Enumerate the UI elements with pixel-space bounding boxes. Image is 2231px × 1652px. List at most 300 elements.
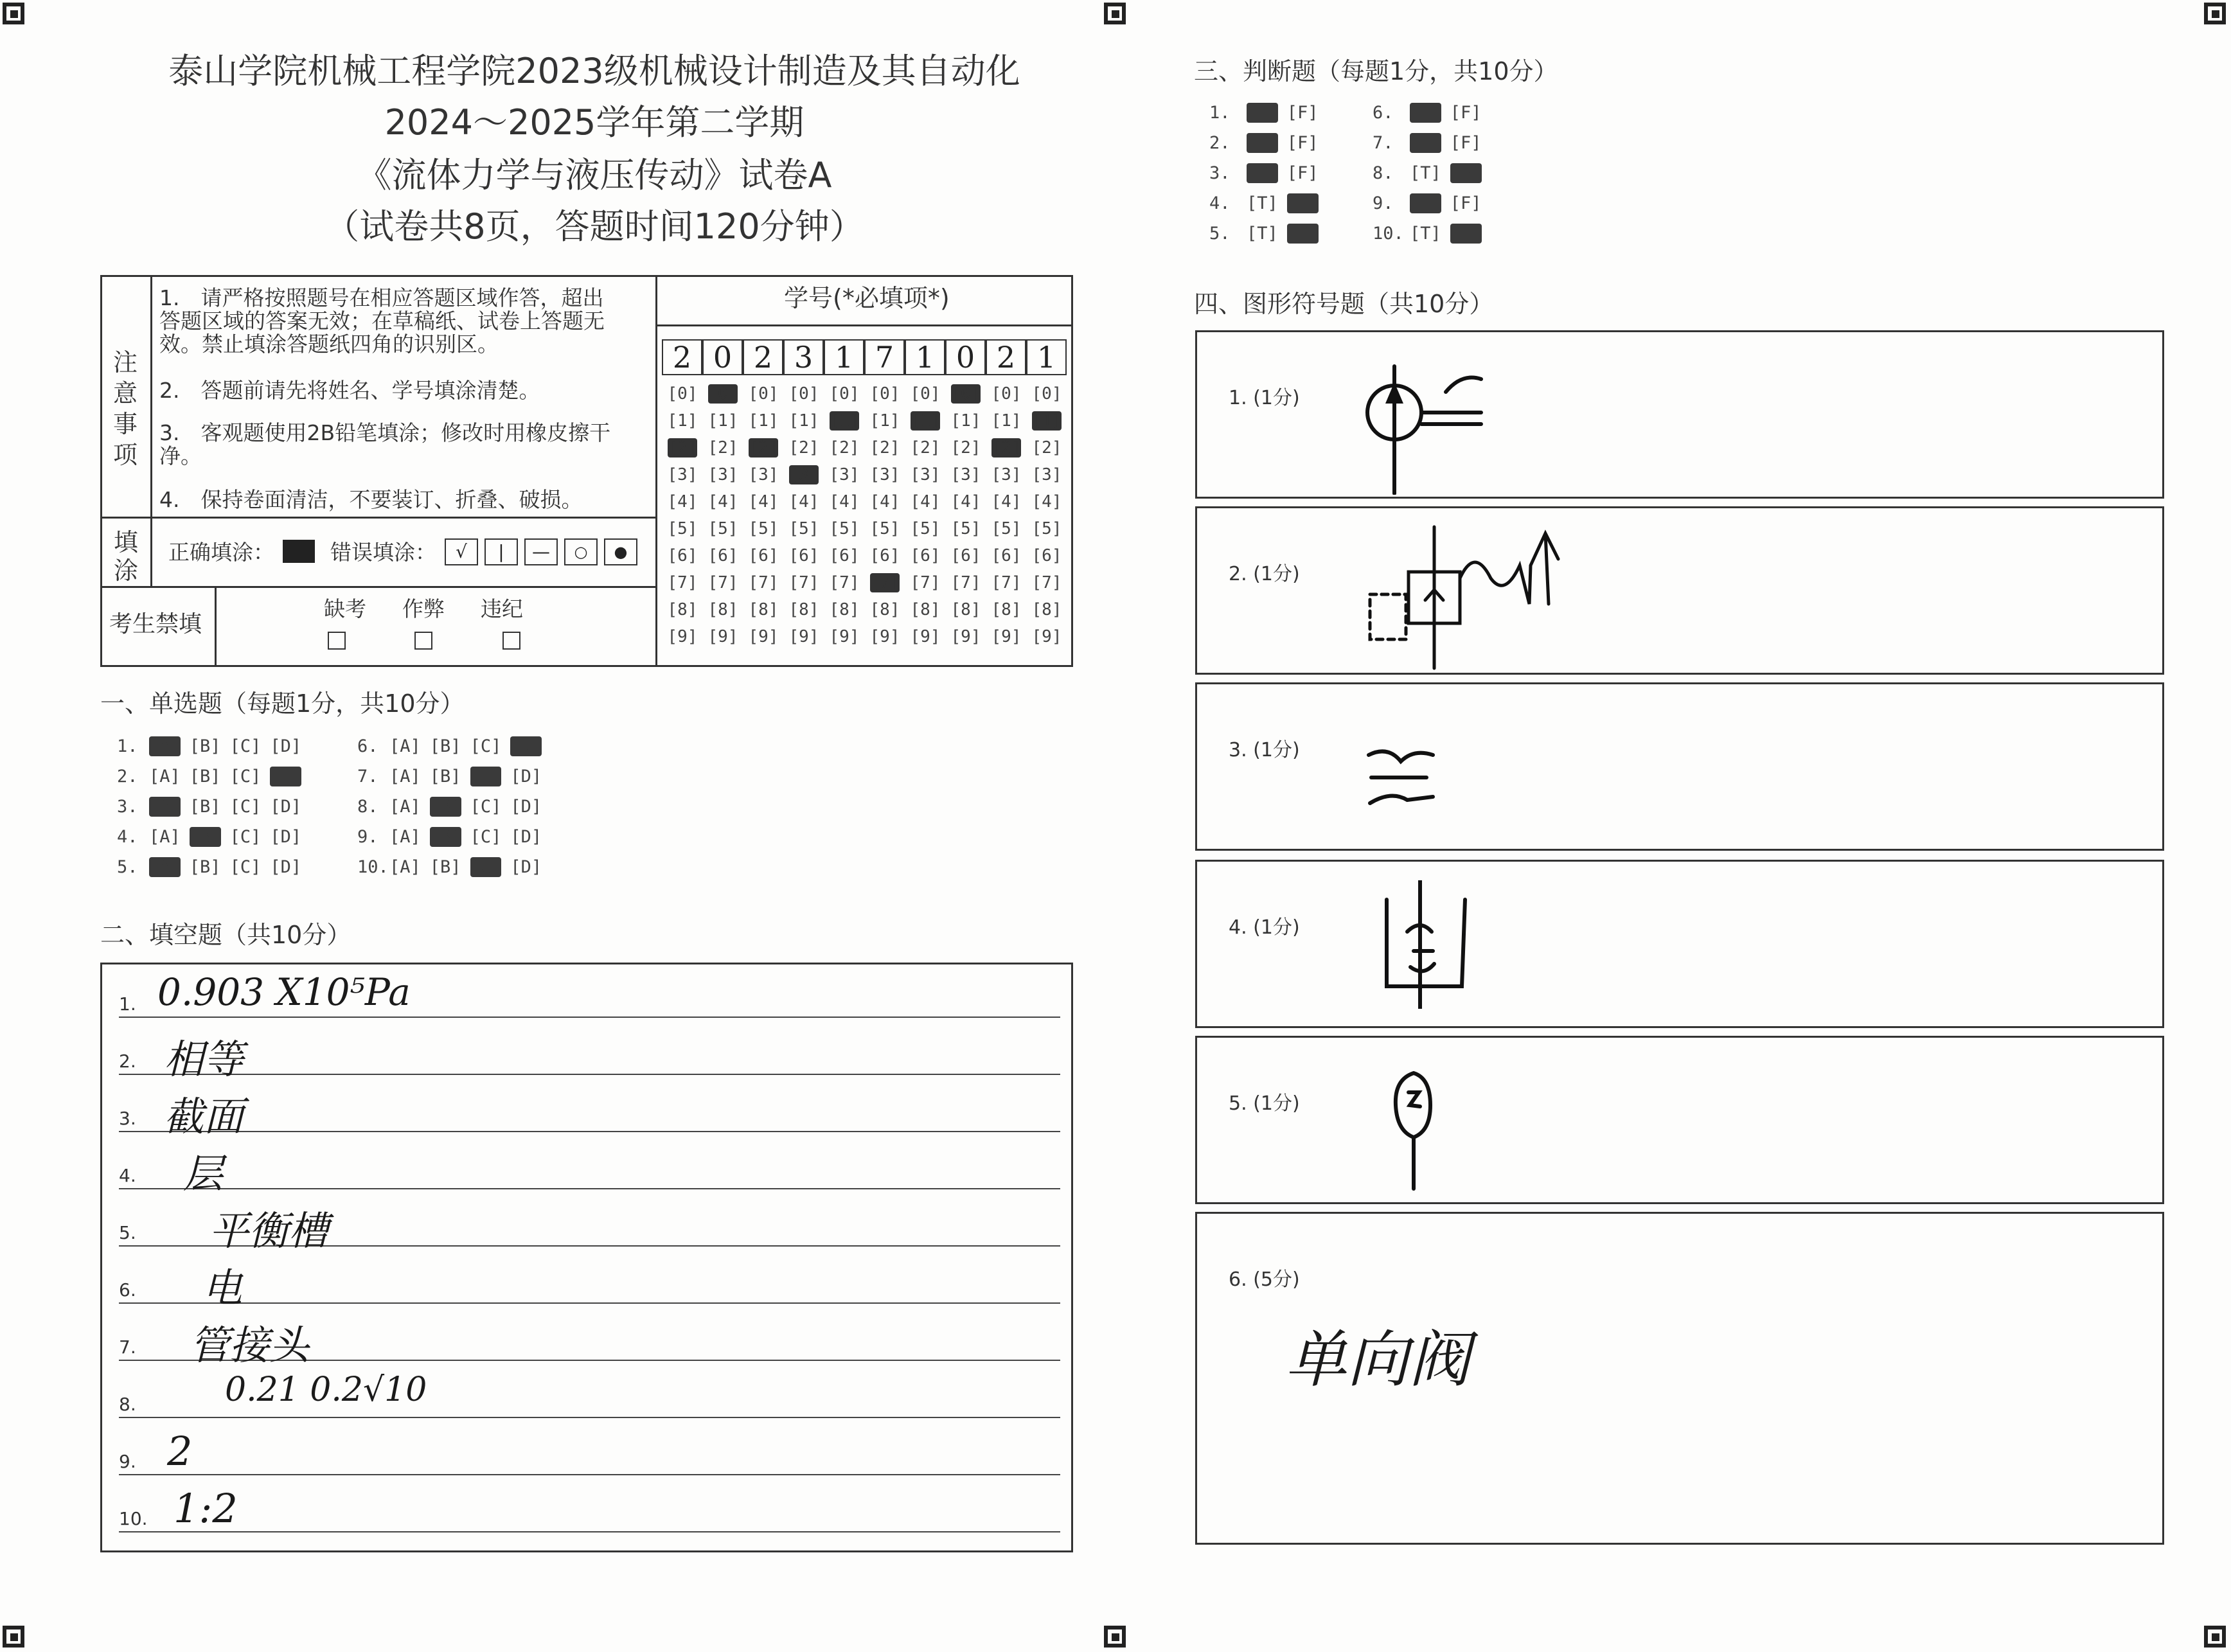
id-bubble[interactable] bbox=[866, 411, 904, 431]
id-bubble[interactable] bbox=[663, 492, 702, 511]
id-bubble[interactable] bbox=[785, 627, 823, 646]
id-bubble[interactable] bbox=[704, 600, 742, 619]
option-bubble[interactable]: [T] bbox=[1247, 224, 1278, 244]
id-bubble[interactable] bbox=[785, 519, 823, 538]
id-bubble[interactable] bbox=[744, 384, 783, 404]
notice-item-4: 4. 保持卷面清洁，不要装订、折叠、破损。 bbox=[159, 487, 583, 512]
option-bubble[interactable]: [F] bbox=[1450, 133, 1482, 153]
id-bubble-label: [3] bbox=[950, 465, 981, 484]
id-bubble-label: [3] bbox=[910, 465, 941, 484]
option-bubble-filled[interactable]: [D] bbox=[510, 736, 542, 756]
id-bubble[interactable] bbox=[1027, 600, 1066, 619]
pump-symbol-sketch bbox=[1349, 353, 1504, 495]
id-bubble[interactable] bbox=[785, 492, 823, 511]
symbol-box-1 bbox=[1195, 330, 2164, 499]
option-bubble[interactable]: [A] bbox=[149, 827, 181, 847]
option-bubble-filled[interactable]: [T] bbox=[1410, 133, 1441, 153]
choice-question-row bbox=[117, 797, 310, 817]
id-bubble-label: [8] bbox=[910, 600, 941, 619]
option-bubble[interactable]: [B] bbox=[189, 736, 221, 756]
option-bubble[interactable]: [D] bbox=[270, 736, 302, 756]
option-bubble[interactable]: [A] bbox=[389, 767, 421, 786]
id-bubble-filled[interactable] bbox=[744, 438, 783, 457]
id-bubble-label: [9] bbox=[1031, 627, 1062, 646]
id-bubble[interactable] bbox=[785, 546, 823, 565]
exam-header-term: 2024～2025学年第二学期 bbox=[384, 102, 804, 143]
id-bubble-label: [0] bbox=[1031, 384, 1062, 404]
id-bubble[interactable] bbox=[704, 465, 742, 484]
id-bubble[interactable] bbox=[906, 384, 945, 404]
id-bubble[interactable] bbox=[866, 438, 904, 457]
id-bubble[interactable] bbox=[987, 546, 1026, 565]
id-bubble-label: [8] bbox=[869, 600, 900, 619]
id-bubble-label: [8] bbox=[707, 600, 738, 619]
section2-answer-box bbox=[100, 963, 1073, 1552]
symbol-label-4: 4. (1分) bbox=[1229, 916, 1300, 939]
choice-question-row bbox=[357, 767, 551, 786]
section3-title: 三、判断题（每题1分，共10分） bbox=[1194, 57, 1558, 85]
id-bubble-filled[interactable] bbox=[663, 438, 702, 457]
question-number: 2. bbox=[1209, 133, 1231, 153]
option-bubble[interactable]: [T] bbox=[1410, 224, 1441, 244]
cheat-checkbox[interactable] bbox=[414, 632, 432, 650]
option-bubble[interactable]: [D] bbox=[270, 857, 302, 877]
notice-item-1: 1. 请严格按照题号在相应答题区域作答，超出答题区域的答案无效；在草稿纸、试卷上答题无效。禁止填涂答题纸四角的识别区。 bbox=[159, 285, 605, 357]
id-bubble[interactable] bbox=[1027, 519, 1066, 538]
exam-header-school: 泰山学院机械工程学院2023级机械设计制造及其自动化 bbox=[168, 51, 1020, 91]
blank-number: 1. bbox=[119, 993, 136, 1015]
id-bubble[interactable] bbox=[785, 573, 823, 592]
question-number: 4. bbox=[117, 827, 138, 847]
judge-question-row bbox=[1209, 224, 1328, 244]
id-bubble[interactable] bbox=[866, 384, 904, 404]
corner-mark-top-center bbox=[1104, 3, 1126, 24]
id-bubble-label: [2] bbox=[707, 438, 738, 457]
option-bubble-filled[interactable]: [F] bbox=[1286, 193, 1319, 213]
option-bubble[interactable]: [A] bbox=[389, 827, 421, 847]
id-bubble-label: [7] bbox=[667, 573, 698, 592]
option-bubble-filled[interactable]: [B] bbox=[429, 827, 461, 847]
id-bubble[interactable] bbox=[866, 519, 904, 538]
student-id-digit: 0 bbox=[945, 339, 986, 375]
id-bubble[interactable] bbox=[704, 438, 742, 457]
id-bubble-label: [0] bbox=[667, 384, 698, 404]
check-sample-icon: √ bbox=[445, 538, 478, 565]
option-bubble-filled[interactable]: [B] bbox=[429, 797, 461, 817]
id-bubble-filled[interactable] bbox=[906, 411, 945, 431]
id-bubble[interactable] bbox=[744, 546, 783, 565]
id-bubble[interactable] bbox=[947, 411, 985, 431]
id-bubble[interactable] bbox=[744, 465, 783, 484]
id-bubble[interactable] bbox=[825, 519, 864, 538]
id-bubble[interactable] bbox=[947, 465, 985, 484]
id-bubble-label: [4] bbox=[910, 492, 941, 511]
option-bubble[interactable]: [B] bbox=[189, 767, 221, 786]
id-bubble-label: [6] bbox=[829, 546, 860, 565]
id-bubble-label: [5] bbox=[950, 519, 981, 538]
discipline-checkbox[interactable] bbox=[502, 632, 520, 650]
id-bubble[interactable] bbox=[987, 492, 1026, 511]
id-bubble[interactable] bbox=[1027, 438, 1066, 457]
id-bubble-label: [0] bbox=[707, 384, 738, 404]
id-bubble[interactable] bbox=[947, 573, 985, 592]
option-bubble[interactable]: [C] bbox=[229, 797, 262, 817]
id-bubble-label: [1] bbox=[748, 411, 779, 431]
option-bubble-filled[interactable]: [D] bbox=[270, 767, 302, 786]
id-bubble-label: [2] bbox=[1031, 438, 1062, 457]
id-bubble[interactable] bbox=[906, 573, 945, 592]
blank-number: 2. bbox=[119, 1051, 136, 1072]
option-bubble-filled[interactable]: [A] bbox=[149, 797, 181, 817]
option-bubble-filled[interactable]: [A] bbox=[149, 736, 181, 756]
id-bubble[interactable] bbox=[866, 600, 904, 619]
id-bubble-label: [4] bbox=[788, 492, 819, 511]
id-bubble-label: [9] bbox=[748, 627, 779, 646]
id-bubble-filled[interactable] bbox=[785, 465, 823, 484]
option-bubble[interactable]: [A] bbox=[389, 797, 421, 817]
option-bubble-filled[interactable]: [C] bbox=[470, 767, 502, 786]
id-bubble[interactable] bbox=[987, 519, 1026, 538]
id-bubble-label: [6] bbox=[667, 546, 698, 565]
id-bubble[interactable] bbox=[947, 438, 985, 457]
option-bubble[interactable]: [D] bbox=[510, 857, 542, 877]
symbol-label-2: 2. (1分) bbox=[1229, 563, 1300, 585]
symbol-answer-6: 单向阀 bbox=[1285, 1324, 1470, 1396]
notice-label: 注意事项 bbox=[112, 348, 138, 469]
student-id-digit: 2 bbox=[743, 339, 783, 375]
id-bubble-label: [2] bbox=[869, 438, 900, 457]
fill-label: 填涂 bbox=[113, 528, 138, 585]
option-bubble[interactable]: [C] bbox=[470, 827, 502, 847]
option-bubble[interactable]: [C] bbox=[470, 736, 502, 756]
id-bubble-label: [8] bbox=[788, 600, 819, 619]
id-bubble[interactable] bbox=[987, 573, 1026, 592]
id-bubble-label: [7] bbox=[707, 573, 738, 592]
id-bubble[interactable] bbox=[987, 411, 1026, 431]
wrong-fill-samples bbox=[445, 538, 637, 565]
option-bubble-filled[interactable]: [F] bbox=[1450, 224, 1482, 244]
option-bubble-filled[interactable]: [T] bbox=[1410, 103, 1441, 123]
choice-question-row bbox=[357, 857, 551, 877]
id-bubble-label: [4] bbox=[869, 492, 900, 511]
id-bubble-label: [2] bbox=[829, 438, 860, 457]
id-bubble-label: [7] bbox=[991, 573, 1022, 592]
id-bubble-label: [8] bbox=[991, 600, 1022, 619]
choice-question-row bbox=[117, 857, 310, 877]
option-bubble[interactable]: [D] bbox=[270, 797, 302, 817]
id-bubble-filled[interactable] bbox=[866, 573, 904, 592]
id-bubble-label: [5] bbox=[991, 519, 1022, 538]
id-bubble[interactable] bbox=[663, 600, 702, 619]
id-bubble[interactable] bbox=[866, 627, 904, 646]
option-bubble[interactable]: [F] bbox=[1450, 103, 1482, 123]
id-bubble[interactable] bbox=[866, 492, 904, 511]
id-bubble-label: [6] bbox=[910, 546, 941, 565]
filter-symbol-sketch bbox=[1362, 739, 1452, 816]
choice-question-row bbox=[357, 797, 551, 817]
id-bubble[interactable] bbox=[785, 600, 823, 619]
id-bubble-label: [9] bbox=[829, 627, 860, 646]
option-bubble[interactable]: [B] bbox=[189, 857, 221, 877]
id-bubble-label: [3] bbox=[788, 465, 819, 484]
id-bubble[interactable] bbox=[825, 465, 864, 484]
id-bubble[interactable] bbox=[987, 465, 1026, 484]
id-bubble-label: [1] bbox=[667, 411, 698, 431]
id-bubble[interactable] bbox=[906, 438, 945, 457]
id-bubble-label: [6] bbox=[788, 546, 819, 565]
question-number: 1. bbox=[1209, 103, 1231, 123]
answer-line bbox=[119, 1074, 1060, 1075]
id-bubble[interactable] bbox=[744, 492, 783, 511]
blank-number: 9. bbox=[119, 1451, 136, 1472]
choice-question-row bbox=[357, 736, 551, 756]
id-bubble[interactable] bbox=[906, 519, 945, 538]
id-bubble[interactable] bbox=[906, 492, 945, 511]
choice-question-row bbox=[117, 767, 310, 786]
option-bubble-filled[interactable]: [F] bbox=[1450, 163, 1482, 183]
id-bubble-label: [6] bbox=[869, 546, 900, 565]
absent-checkbox[interactable] bbox=[328, 632, 346, 650]
cheat-label: 作弊 bbox=[402, 596, 445, 621]
option-bubble-filled[interactable]: [B] bbox=[189, 827, 221, 847]
question-number: 6. bbox=[357, 736, 378, 756]
id-bubble[interactable] bbox=[1027, 384, 1066, 404]
id-bubble-label: [5] bbox=[1031, 519, 1062, 538]
id-bubble-filled[interactable] bbox=[704, 384, 742, 404]
id-bubble[interactable] bbox=[987, 600, 1026, 619]
option-bubble[interactable]: [F] bbox=[1286, 103, 1319, 123]
accumulator-symbol-sketch bbox=[1375, 880, 1478, 1009]
id-bubble-filled[interactable] bbox=[947, 384, 985, 404]
id-bubble[interactable] bbox=[1027, 465, 1066, 484]
id-bubble[interactable] bbox=[1027, 492, 1066, 511]
id-bubble[interactable] bbox=[704, 411, 742, 431]
id-bubble[interactable] bbox=[947, 600, 985, 619]
id-bubble-label: [5] bbox=[788, 519, 819, 538]
id-bubble[interactable] bbox=[947, 492, 985, 511]
id-bubble-label: [5] bbox=[869, 519, 900, 538]
id-bubble-label: [9] bbox=[991, 627, 1022, 646]
section4-title: 四、图形符号题（共10分） bbox=[1194, 290, 1494, 318]
id-bubble[interactable] bbox=[987, 384, 1026, 404]
answer-line bbox=[119, 1474, 1060, 1475]
id-bubble-label: [5] bbox=[748, 519, 779, 538]
question-number: 9. bbox=[357, 827, 378, 847]
symbol-box-4 bbox=[1195, 860, 2164, 1028]
id-bubble[interactable] bbox=[947, 519, 985, 538]
id-bubble[interactable] bbox=[906, 465, 945, 484]
bar-sample-icon: | bbox=[484, 538, 518, 565]
symbol-box-5 bbox=[1195, 1036, 2164, 1204]
option-bubble[interactable]: [D] bbox=[510, 767, 542, 786]
handwritten-answer: 管接头 bbox=[190, 1322, 310, 1369]
id-bubble-label: [7] bbox=[788, 573, 819, 592]
id-bubble[interactable] bbox=[785, 411, 823, 431]
id-bubble[interactable] bbox=[704, 546, 742, 565]
id-bubble[interactable] bbox=[663, 411, 702, 431]
option-bubble-filled[interactable]: [T] bbox=[1247, 163, 1278, 183]
id-bubble-label: [5] bbox=[707, 519, 738, 538]
student-id-digit: 2 bbox=[662, 339, 702, 375]
id-bubble[interactable] bbox=[663, 546, 702, 565]
option-bubble[interactable]: [B] bbox=[429, 767, 461, 786]
id-bubble-label: [3] bbox=[991, 465, 1022, 484]
choice-question-row bbox=[357, 827, 551, 847]
id-bubble[interactable] bbox=[704, 627, 742, 646]
option-bubble[interactable]: [D] bbox=[270, 827, 302, 847]
id-bubble[interactable] bbox=[663, 519, 702, 538]
notice-item-3: 3. 客观题使用2B铅笔填涂；修改时用橡皮擦干净。 bbox=[159, 420, 611, 468]
id-bubble[interactable] bbox=[987, 627, 1026, 646]
question-number: 7. bbox=[1373, 133, 1394, 153]
id-bubble-label: [0] bbox=[910, 384, 941, 404]
id-bubble-label: [5] bbox=[910, 519, 941, 538]
id-bubble[interactable] bbox=[1027, 546, 1066, 565]
option-bubble[interactable]: [F] bbox=[1450, 193, 1482, 213]
id-bubble[interactable] bbox=[1027, 573, 1066, 592]
corner-mark-bottom-center bbox=[1104, 1626, 1126, 1648]
choice-question-row bbox=[117, 736, 310, 756]
id-bubble[interactable] bbox=[1027, 627, 1066, 646]
id-bubble[interactable] bbox=[906, 627, 945, 646]
id-bubble-label: [0] bbox=[788, 384, 819, 404]
id-bubble-filled[interactable] bbox=[1027, 411, 1066, 431]
id-bubble[interactable] bbox=[744, 411, 783, 431]
option-bubble[interactable]: [D] bbox=[510, 827, 542, 847]
forbid-label: 考生禁填 bbox=[109, 611, 202, 637]
id-bubble-label: [3] bbox=[667, 465, 698, 484]
option-bubble-filled[interactable]: [C] bbox=[470, 857, 502, 877]
symbol-label-3: 3. (1分) bbox=[1229, 739, 1300, 761]
id-bubble[interactable] bbox=[825, 492, 864, 511]
option-bubble[interactable]: [C] bbox=[229, 767, 262, 786]
option-bubble-filled[interactable]: [F] bbox=[1286, 224, 1319, 244]
id-bubble-label: [6] bbox=[991, 546, 1022, 565]
answer-line bbox=[119, 1302, 1060, 1304]
student-id-digit: 1 bbox=[1026, 339, 1067, 375]
id-bubble[interactable] bbox=[663, 573, 702, 592]
option-bubble[interactable]: [C] bbox=[229, 827, 262, 847]
sensor-symbol-sketch bbox=[1388, 1067, 1439, 1195]
id-bubble[interactable] bbox=[704, 573, 742, 592]
option-bubble-filled[interactable]: [T] bbox=[1247, 133, 1278, 153]
absent-label: 缺考 bbox=[324, 596, 366, 621]
judge-question-row bbox=[1209, 133, 1328, 153]
id-bubble-filled[interactable] bbox=[987, 438, 1026, 457]
id-bubble[interactable] bbox=[744, 627, 783, 646]
id-bubble[interactable] bbox=[744, 519, 783, 538]
option-bubble[interactable]: [A] bbox=[389, 736, 421, 756]
id-bubble[interactable] bbox=[947, 627, 985, 646]
section2-title: 二、填空题（共10分） bbox=[100, 921, 351, 949]
answer-line bbox=[119, 1017, 1060, 1018]
id-bubble[interactable] bbox=[906, 600, 945, 619]
id-bubble-label: [4] bbox=[1031, 492, 1062, 511]
option-bubble[interactable]: [A] bbox=[389, 857, 421, 877]
id-bubble-label: [6] bbox=[748, 546, 779, 565]
dash-sample-icon: — bbox=[524, 538, 558, 565]
id-bubble[interactable] bbox=[825, 573, 864, 592]
id-bubble[interactable] bbox=[663, 384, 702, 404]
blank-number: 6. bbox=[119, 1279, 136, 1301]
option-bubble[interactable]: [C] bbox=[229, 857, 262, 877]
id-bubble-label: [7] bbox=[829, 573, 860, 592]
option-bubble[interactable]: [T] bbox=[1247, 193, 1278, 213]
id-bubble[interactable] bbox=[704, 492, 742, 511]
id-bubble[interactable] bbox=[947, 546, 985, 565]
id-bubble[interactable] bbox=[785, 438, 823, 457]
id-bubble[interactable] bbox=[825, 438, 864, 457]
handwritten-answer: 电 bbox=[202, 1265, 243, 1311]
id-bubble[interactable] bbox=[663, 627, 702, 646]
id-bubble[interactable] bbox=[825, 627, 864, 646]
id-bubble[interactable] bbox=[866, 546, 904, 565]
option-bubble-filled[interactable]: [A] bbox=[149, 857, 181, 877]
id-bubble-label: [2] bbox=[788, 438, 819, 457]
question-number: 2. bbox=[117, 767, 138, 786]
id-bubble[interactable] bbox=[744, 573, 783, 592]
option-bubble[interactable]: [D] bbox=[510, 797, 542, 817]
handwritten-answer: 0.903 X10⁵Pa bbox=[157, 970, 411, 1014]
option-bubble[interactable]: [C] bbox=[470, 797, 502, 817]
id-bubble[interactable] bbox=[906, 546, 945, 565]
id-bubble-label: [1] bbox=[991, 411, 1022, 431]
exam-header-course: 《流体力学与液压传动》试卷A bbox=[357, 155, 832, 195]
id-bubble-label: [2] bbox=[748, 438, 779, 457]
id-bubble-label: [1] bbox=[707, 411, 738, 431]
id-bubble-label: [8] bbox=[1031, 600, 1062, 619]
option-bubble-filled[interactable]: [T] bbox=[1247, 103, 1278, 123]
handwritten-answer: 相等 bbox=[164, 1036, 244, 1083]
question-number: 6. bbox=[1373, 103, 1394, 123]
id-bubble[interactable] bbox=[825, 384, 864, 404]
id-bubble[interactable] bbox=[744, 600, 783, 619]
option-bubble[interactable]: [C] bbox=[229, 736, 262, 756]
id-bubble[interactable] bbox=[825, 546, 864, 565]
id-bubble[interactable] bbox=[704, 519, 742, 538]
question-number: 9. bbox=[1373, 193, 1394, 213]
id-bubble-filled[interactable] bbox=[825, 411, 864, 431]
id-bubble-label: [7] bbox=[910, 573, 941, 592]
option-bubble[interactable]: [F] bbox=[1286, 133, 1319, 153]
student-id-digit: 0 bbox=[702, 339, 743, 375]
id-bubble[interactable] bbox=[825, 600, 864, 619]
symbol-box-3 bbox=[1195, 682, 2164, 851]
answer-line bbox=[119, 1417, 1060, 1418]
corner-mark-bottom-right bbox=[2204, 1626, 2226, 1648]
section1-title: 一、单选题（每题1分，共10分） bbox=[100, 689, 465, 718]
option-bubble[interactable]: [B] bbox=[189, 797, 221, 817]
option-bubble[interactable]: [T] bbox=[1410, 163, 1441, 183]
choice-question-row bbox=[117, 827, 310, 847]
option-bubble-filled[interactable]: [T] bbox=[1410, 193, 1441, 213]
id-bubble-label: [9] bbox=[707, 627, 738, 646]
option-bubble[interactable]: [B] bbox=[429, 857, 461, 877]
option-bubble[interactable]: [B] bbox=[429, 736, 461, 756]
id-bubble-label: [9] bbox=[910, 627, 941, 646]
option-bubble[interactable]: [F] bbox=[1286, 163, 1319, 183]
handwritten-answer: 截面 bbox=[164, 1093, 244, 1140]
judge-question-row bbox=[1373, 193, 1491, 213]
blank-number: 8. bbox=[119, 1394, 136, 1415]
id-bubble[interactable] bbox=[663, 465, 702, 484]
exam-header-info: （试卷共8页，答题时间120分钟） bbox=[324, 206, 864, 247]
question-number: 1. bbox=[117, 736, 138, 756]
id-bubble[interactable] bbox=[785, 384, 823, 404]
id-bubble[interactable] bbox=[866, 465, 904, 484]
option-bubble[interactable]: [A] bbox=[149, 767, 181, 786]
id-bubble-label: [0] bbox=[829, 384, 860, 404]
